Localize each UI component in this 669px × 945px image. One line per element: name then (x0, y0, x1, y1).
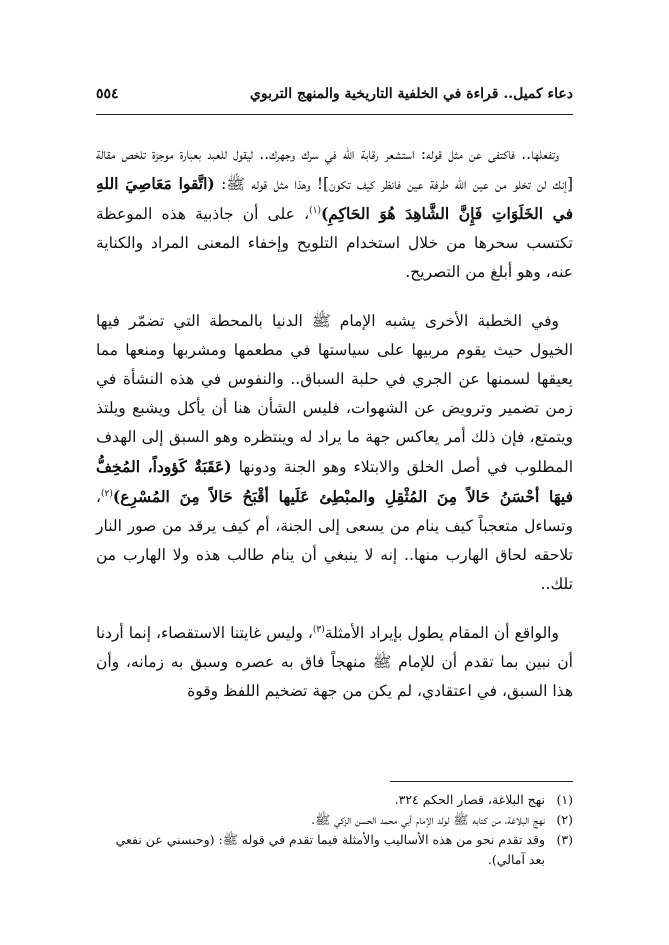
running-title: دعاء كميل.. قراءة في الخلفية التاريخية والمنهج التربوي (249, 86, 573, 102)
footnote-ref: (٢) (101, 488, 113, 499)
running-header (96, 76, 573, 102)
hadith-quote: (اتَّقوا مَعَاصِيَ اللهِ في الخَلَوَاتِ فَإِنَّ الشَّاهِدَ هُوَ الحَاكِمِ) (96, 174, 573, 223)
footnote-rule (390, 781, 573, 782)
footnote-3 (96, 830, 573, 870)
main-text (96, 140, 573, 706)
footnote-text: وقد تقدم نحو من هذه الأساليب والأمثلة فيما تقدم في قوله ﷺ: (وحبسني عن نفعي بعد آمالي). (115, 832, 545, 867)
paragraph-text: ، على أن جاذبية هذه الموعظة تكتسب سحرها من خلال استخدام التلويح وإخفاء المعنى المراد والكناية عنه، وهو أبلغ من التصريح. (96, 205, 573, 281)
footnotes (96, 790, 573, 870)
footnote-ref: (١) (309, 205, 321, 216)
footnote-number: (١) (556, 792, 573, 807)
paragraph-text: وفي الخطبة الأخرى يشبه الإمام ﷺ الدنيا بالمحطة التي تضمّر فيها الخيول حيث يقوم مربيها على سياستها في مطعمها ومشربها ومنعها مما يعيقها لسمنها عن الجري في حلبة السباق.. والنفوس في هذه النشأة في زمن تضمير وترويض عن الشهوات، فليس الشأن هنا أن يأكل ويشبع ويلتذ ويتمتع، فإن ذلك أمر يعاكس جهة ما يراد له وينتظره وهو السبق إلى الهدف المطلوب في أصل الخلق والابتلاء وهو الجنة ودونها (96, 312, 573, 476)
paragraph-text: ، وليس غايتنا الاستقصاء، إنما أردنا أن نبين بما تقدم أن للإمام ﷺ منهجاً فاق به عصره وسبق به زمانه، وأن هذا السبق، في اعتقادي، لم يكن من جهة تضخيم اللفظ وقوة (96, 624, 573, 700)
page-number: ٥٥٤ (96, 86, 119, 102)
paragraph-text: والواقع أن المقام يطول بإيراد الأمثلة (324, 624, 559, 642)
paragraph-text: ، وتساءل متعجباً كيف ينام من يسعى إلى الجنة، أم كيف يرقد من صور النار تلاحقه لحاق الهارب منها.. إنه لا ينبغي أن ينام طالب هذه ولا الهارب من تلك.. (96, 488, 573, 593)
paragraph-2 (96, 307, 573, 599)
hadith-quote: (عَقَبَةٌ كَؤوداً، المُخِفُّ فيهَا أحْسَنُ حَالاً مِنَ المُثْقِلِ والمبْطِئ عَلَيها أقْبَحُ حَالاً مِنَ المُسْرِع) (96, 457, 573, 506)
footnote-number: (٣) (556, 832, 573, 847)
footnote-text: نهج البلاغة، قصار الحكم ٣٢٤. (394, 792, 545, 807)
paragraph-1 (96, 140, 573, 287)
footnote-text: نهج البلاغة، من كتابه ﷺ لولد الإمام أبي محمد الحسن الزكي ﷺ. (311, 812, 545, 827)
footnote-number: (٢) (556, 812, 573, 827)
paragraph-text: وتفعلها.. فاكتفى عن مثل قوله: استشعر رقابة الله في سرك وجهرك.. ليقول للعبد بعبارة موجزة تلخص مقالة [إنك لن تخلو من عين الله طرفة عين فانظر كيف تكون]! وهذا مثل قوله ﷺ: (96, 145, 573, 193)
footnote-2 (96, 810, 573, 830)
footnote-1 (96, 790, 573, 810)
header-rule (96, 114, 573, 115)
footnote-ref: (٣) (312, 624, 325, 635)
paragraph-3 (96, 619, 573, 706)
